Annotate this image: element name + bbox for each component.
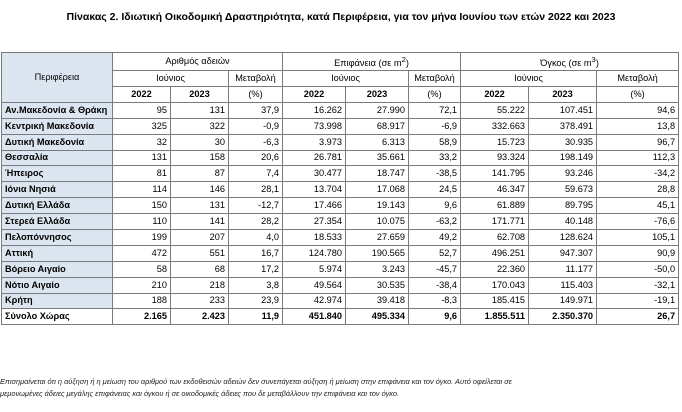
change-cell: 3,8 — [229, 277, 283, 293]
table-row — [2, 245, 679, 261]
value-cell: 210 — [113, 277, 171, 293]
value-cell: 472 — [113, 245, 171, 261]
building-activity-table — [1, 52, 679, 325]
region-name-cell: Σύνολο Χώρας — [2, 309, 113, 325]
table-row — [2, 118, 679, 134]
region-name-cell: Θεσσαλία — [2, 150, 113, 166]
value-cell: 27.990 — [346, 102, 409, 118]
change-cell: -12,7 — [229, 198, 283, 214]
change-cell: 26,7 — [597, 309, 679, 325]
value-cell: 3.973 — [283, 134, 346, 150]
change-cell: 9,6 — [409, 198, 461, 214]
change-cell: 52,7 — [409, 245, 461, 261]
change-cell: -6,3 — [229, 134, 283, 150]
value-cell: 55.222 — [461, 102, 529, 118]
value-cell: 81 — [113, 166, 171, 182]
change-cell: 16,7 — [229, 245, 283, 261]
table-row — [2, 214, 679, 230]
table-row — [2, 261, 679, 277]
total-row — [2, 309, 679, 325]
volume-group-header: Όγκος (σε $m^3$) — [461, 53, 679, 71]
footnote-line: μεμονωμένες άδειες μεγάλης επιφάνειας και όγκου ή σε οικοδομικές άδειες που δε μεταβάλλουν την επιφάνεια και τον όγκο. — [0, 389, 400, 398]
value-cell: 73.998 — [283, 118, 346, 134]
pct-header: (%) — [597, 86, 679, 102]
value-cell: 495.334 — [346, 309, 409, 325]
value-cell: 325 — [113, 118, 171, 134]
change-cell: 28,1 — [229, 182, 283, 198]
change-cell: 7,4 — [229, 166, 283, 182]
table-title: Πίνακας 2. Ιδιωτική Οικοδομική Δραστηριότητα, κατά Περιφέρεια, για τον μήνα Ιουνίου των ετών 2022 και 2023 — [66, 11, 616, 23]
value-cell: 2.165 — [113, 309, 171, 325]
table-row — [2, 229, 679, 245]
permits-change-header: Μεταβολή — [229, 71, 283, 87]
value-cell: 68.917 — [346, 118, 409, 134]
value-cell: 207 — [171, 229, 229, 245]
value-cell: 18.747 — [346, 166, 409, 182]
value-cell: 332.663 — [461, 118, 529, 134]
value-cell: 190.565 — [346, 245, 409, 261]
value-cell: 22.360 — [461, 261, 529, 277]
area-change-header: Μεταβολή — [409, 71, 461, 87]
value-cell: 11.177 — [529, 261, 597, 277]
value-cell: 124.780 — [283, 245, 346, 261]
value-cell: 19.143 — [346, 198, 409, 214]
change-cell: 94,6 — [597, 102, 679, 118]
region-column-header: Περιφέρεια — [2, 53, 113, 103]
year-header: 2022 — [283, 86, 346, 102]
table-row — [2, 166, 679, 182]
year-header: 2023 — [171, 86, 229, 102]
change-cell: -8,3 — [409, 293, 461, 309]
table-row — [2, 293, 679, 309]
change-cell: 105,1 — [597, 229, 679, 245]
volume-change-header: Μεταβολή — [597, 71, 679, 87]
value-cell: 27.354 — [283, 214, 346, 230]
value-cell: 68 — [171, 261, 229, 277]
value-cell: 87 — [171, 166, 229, 182]
change-cell: 28,8 — [597, 182, 679, 198]
region-name-cell: Δυτική Μακεδονία — [2, 134, 113, 150]
change-cell: -0,9 — [229, 118, 283, 134]
value-cell: 93.324 — [461, 150, 529, 166]
value-cell: 58 — [113, 261, 171, 277]
value-cell: 30.477 — [283, 166, 346, 182]
value-cell: 110 — [113, 214, 171, 230]
value-cell: 185.415 — [461, 293, 529, 309]
change-cell: -32,1 — [597, 277, 679, 293]
region-name-cell: Αν.Μακεδονία & Θράκη — [2, 102, 113, 118]
year-header: 2023 — [529, 86, 597, 102]
value-cell: 16.262 — [283, 102, 346, 118]
value-cell: 40.148 — [529, 214, 597, 230]
change-cell: -19,1 — [597, 293, 679, 309]
value-cell: 115.403 — [529, 277, 597, 293]
change-cell: 45,1 — [597, 198, 679, 214]
change-cell: 33,2 — [409, 150, 461, 166]
value-cell: 131 — [171, 102, 229, 118]
table-row — [2, 198, 679, 214]
change-cell: 13,8 — [597, 118, 679, 134]
footnote-line: Επισημαίνεται ότι η αύξηση ή η μείωση του αριθμού των εκδοθεισών αδειών δεν συνεπάγεται αύξηση ή μείωση στην επιφάνεια και τον όγκο. Αυτό οφείλεται σε — [0, 377, 512, 386]
value-cell: 18.533 — [283, 229, 346, 245]
value-cell: 551 — [171, 245, 229, 261]
value-cell: 95 — [113, 102, 171, 118]
change-cell: 4,0 — [229, 229, 283, 245]
change-cell: 96,7 — [597, 134, 679, 150]
value-cell: 149.971 — [529, 293, 597, 309]
value-cell: 146 — [171, 182, 229, 198]
change-cell: 37,9 — [229, 102, 283, 118]
value-cell: 1.855.511 — [461, 309, 529, 325]
table-row — [2, 134, 679, 150]
value-cell: 496.251 — [461, 245, 529, 261]
change-cell: -50,0 — [597, 261, 679, 277]
region-name-cell: Δυτική Ελλάδα — [2, 198, 113, 214]
value-cell: 93.246 — [529, 166, 597, 182]
value-cell: 2.350.370 — [529, 309, 597, 325]
value-cell: 35.661 — [346, 150, 409, 166]
permits-group-header: Αριθμός αδειών — [113, 53, 283, 71]
change-cell: 23,9 — [229, 293, 283, 309]
table-row — [2, 102, 679, 118]
value-cell: 188 — [113, 293, 171, 309]
value-cell: 378.491 — [529, 118, 597, 134]
value-cell: 322 — [171, 118, 229, 134]
value-cell: 30.535 — [346, 277, 409, 293]
value-cell: 158 — [171, 150, 229, 166]
area-month-header: Ιούνιος — [283, 71, 409, 87]
change-cell: -38,5 — [409, 166, 461, 182]
region-name-cell: Κεντρική Μακεδονία — [2, 118, 113, 134]
value-cell: 61.889 — [461, 198, 529, 214]
value-cell: 15.723 — [461, 134, 529, 150]
value-cell: 141.795 — [461, 166, 529, 182]
value-cell: 947.307 — [529, 245, 597, 261]
region-name-cell: Αττική — [2, 245, 113, 261]
change-cell: 9,6 — [409, 309, 461, 325]
value-cell: 114 — [113, 182, 171, 198]
volume-month-header: Ιούνιος — [461, 71, 597, 87]
value-cell: 30 — [171, 134, 229, 150]
value-cell: 198.149 — [529, 150, 597, 166]
value-cell: 131 — [171, 198, 229, 214]
change-cell: 20,6 — [229, 150, 283, 166]
region-name-cell: Στερεά Ελλάδα — [2, 214, 113, 230]
value-cell: 2.423 — [171, 309, 229, 325]
pct-header: (%) — [229, 86, 283, 102]
footnote — [0, 376, 682, 400]
change-cell: 24,5 — [409, 182, 461, 198]
value-cell: 89.795 — [529, 198, 597, 214]
value-cell: 42.974 — [283, 293, 346, 309]
change-cell: 49,2 — [409, 229, 461, 245]
table-row — [2, 277, 679, 293]
change-cell: 17,2 — [229, 261, 283, 277]
value-cell: 141 — [171, 214, 229, 230]
value-cell: 62.708 — [461, 229, 529, 245]
change-cell: 11,9 — [229, 309, 283, 325]
change-cell: -63,2 — [409, 214, 461, 230]
change-cell: -38,4 — [409, 277, 461, 293]
change-cell: -76,6 — [597, 214, 679, 230]
change-cell: -45,7 — [409, 261, 461, 277]
value-cell: 5.974 — [283, 261, 346, 277]
year-header: 2022 — [461, 86, 529, 102]
value-cell: 17.466 — [283, 198, 346, 214]
region-name-cell: Ήπειρος — [2, 166, 113, 182]
pct-header: (%) — [409, 86, 461, 102]
value-cell: 233 — [171, 293, 229, 309]
value-cell: 3.243 — [346, 261, 409, 277]
value-cell: 10.075 — [346, 214, 409, 230]
value-cell: 13.704 — [283, 182, 346, 198]
value-cell: 218 — [171, 277, 229, 293]
value-cell: 199 — [113, 229, 171, 245]
value-cell: 49.564 — [283, 277, 346, 293]
value-cell: 30.935 — [529, 134, 597, 150]
value-cell: 39.418 — [346, 293, 409, 309]
value-cell: 128.624 — [529, 229, 597, 245]
change-cell: 72,1 — [409, 102, 461, 118]
value-cell: 59.673 — [529, 182, 597, 198]
value-cell: 170.043 — [461, 277, 529, 293]
value-cell: 46.347 — [461, 182, 529, 198]
year-header: 2023 — [346, 86, 409, 102]
value-cell: 107.451 — [529, 102, 597, 118]
value-cell: 451.840 — [283, 309, 346, 325]
value-cell: 150 — [113, 198, 171, 214]
value-cell: 32 — [113, 134, 171, 150]
change-cell: -34,2 — [597, 166, 679, 182]
area-group-header: Επιφάνεια (σε $m^2$) — [283, 53, 461, 71]
change-cell: 28,2 — [229, 214, 283, 230]
value-cell: 17.068 — [346, 182, 409, 198]
value-cell: 6.313 — [346, 134, 409, 150]
region-name-cell: Ιόνια Νησιά — [2, 182, 113, 198]
region-name-cell: Κρήτη — [2, 293, 113, 309]
change-cell: 112,3 — [597, 150, 679, 166]
value-cell: 171.771 — [461, 214, 529, 230]
region-name-cell: Νότιο Αιγαίο — [2, 277, 113, 293]
change-cell: 90,9 — [597, 245, 679, 261]
value-cell: 131 — [113, 150, 171, 166]
year-header: 2022 — [113, 86, 171, 102]
value-cell: 26.781 — [283, 150, 346, 166]
change-cell: -6,9 — [409, 118, 461, 134]
table-row — [2, 182, 679, 198]
value-cell: 27.659 — [346, 229, 409, 245]
region-name-cell: Βόρειο Αιγαίο — [2, 261, 113, 277]
table-row — [2, 150, 679, 166]
change-cell: 58,9 — [409, 134, 461, 150]
permits-month-header: Ιούνιος — [113, 71, 229, 87]
region-name-cell: Πελοπόννησος — [2, 229, 113, 245]
